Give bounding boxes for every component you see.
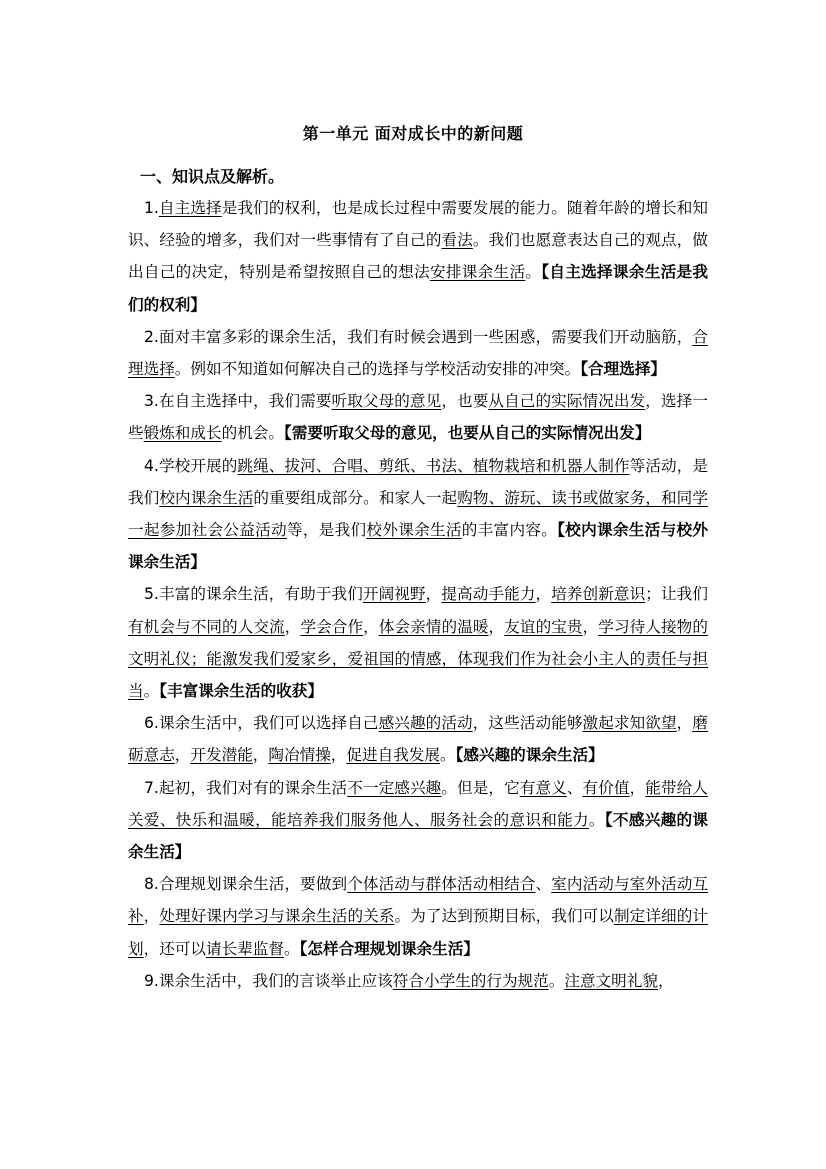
paragraph-5: [128, 578, 708, 707]
paragraph-text: 。: [588, 810, 605, 829]
section-keypoint: 【需要听取父母的意见，也要从自己的实际情况出发】: [283, 424, 651, 443]
paragraph-8: [128, 868, 708, 965]
paragraph-text: ，还可以: [143, 939, 206, 958]
paragraph-text: 、: [566, 778, 583, 797]
underlined-term: 友谊的宝贵: [504, 617, 583, 636]
paragraph-text: ，: [174, 746, 191, 765]
underlined-term: 个体活动与群体活动相结合: [347, 875, 536, 894]
paragraph-4: [128, 450, 708, 579]
underlined-term: 听取父母的意见: [331, 392, 442, 411]
underlined-term: 有价值: [582, 778, 630, 797]
underlined-term: 体会亲情的温暖: [378, 617, 489, 636]
paragraph-text: 、: [535, 875, 552, 894]
paragraph-1: [128, 192, 708, 321]
paragraph-text: 等，是我们: [286, 521, 367, 540]
paragraph-text: 的机会。: [221, 424, 284, 443]
paragraph-text: ，: [252, 746, 269, 765]
paragraph-text: ，也要: [441, 392, 489, 411]
paragraph-6: [128, 707, 708, 771]
underlined-term: 注意文明礼貌: [564, 971, 658, 990]
underlined-term: 促进自我发展: [346, 746, 440, 765]
paragraph-text: 。: [525, 263, 542, 282]
paragraph-text: 的重要组成部分。和家人一起: [253, 488, 458, 507]
section-keypoint: 【自主选择课余生活是我们的权利】: [128, 263, 708, 314]
section-keypoint: 【不感兴趣的课余生活】: [128, 810, 708, 862]
underlined-term: 跳绳、拔河、合唱、剪纸、书法、植物栽培和机器人制作: [237, 456, 630, 475]
underlined-term: 能带给人关爱、快乐和温暖，能培养我们服务他人、服务社会的意识和能力: [128, 778, 708, 829]
paragraph-text: 。但是，它: [441, 778, 520, 797]
paragraph-text: ，: [143, 907, 160, 926]
paragraph-7: [128, 772, 708, 869]
paragraph-text: 。: [439, 746, 456, 765]
underlined-term: 学习待人接物的文明礼仪；能激发我们爱家乡，爱祖国的情感，体现我们作为社会小主人的责任与担当: [128, 617, 708, 701]
paragraph-text: ，: [629, 778, 646, 797]
paragraph-text: ，: [363, 617, 379, 636]
paragraph-text: 7.起初，我们对有的课余生活: [144, 778, 348, 797]
underlined-term: 陶冶情操: [268, 746, 331, 765]
underlined-term: 激起求知欲望: [582, 714, 677, 733]
paragraph-text: 。例如不知道如何解决自己的选择与学校活动安排的冲突。: [174, 360, 581, 379]
paragraph-text: 的丰富内容。: [461, 521, 558, 540]
section-keypoint: 【感兴趣的课余生活】: [455, 746, 604, 765]
underlined-term: 不一定感兴趣: [347, 778, 442, 797]
paragraph-text: ，: [488, 617, 505, 636]
underlined-term: 磨砺意志: [128, 714, 708, 765]
section-keypoint: 【丰富课余生活的收获】: [159, 682, 323, 701]
underlined-term: 请长辈监督: [206, 939, 284, 958]
paragraph-text: ；让我们: [645, 585, 708, 604]
paragraph-9: [128, 965, 708, 997]
paragraph-text: 。: [143, 682, 160, 701]
underlined-term: 室内活动与室外活动互补: [128, 875, 708, 926]
underlined-term: 购物、游玩、读书或做家务，和同学一起参加社会公益活动: [128, 488, 708, 540]
paragraph-text: 1.: [144, 199, 159, 217]
underlined-term: 有机会与不同的人交流: [128, 617, 285, 636]
paragraph-text: 。: [283, 939, 300, 958]
paragraph-text: 9.课余生活中，我们的言谈举止应该: [144, 971, 393, 990]
underlined-term: 自主选择: [158, 199, 222, 217]
underlined-term: 符合小学生的行为规范: [392, 971, 549, 990]
paragraph-2: [128, 321, 708, 385]
paragraph-text: 。为了达到预期目标，我们可以: [394, 907, 614, 926]
underlined-term: 有意义: [519, 778, 567, 797]
underlined-term: 培养创新意识: [551, 585, 646, 604]
paragraph-text: 8.合理规划课余生活，要做到: [144, 875, 348, 894]
paragraph-text: 是我们的权利，也是成长过程中需要发展的能力。随着年龄的增长和知识、经验的增多，我们对一些事情有了自己的: [128, 199, 708, 250]
underlined-term: 开发潜能: [190, 746, 253, 765]
underlined-term: 制定详细的计划: [128, 907, 708, 958]
paragraph-text: ，选择一些: [128, 392, 708, 443]
paragraph-text: ，: [284, 617, 301, 636]
section-heading: 一、知识点及解析。: [140, 167, 285, 186]
document-body: [128, 192, 708, 997]
paragraph-text: ，: [657, 971, 674, 990]
underlined-term: 校外课余生活: [366, 521, 462, 540]
underlined-term: 处理好课内学习与课余生活的关系: [159, 907, 395, 926]
paragraph-text: 6.课余生活中，我们可以选择自己: [144, 714, 379, 733]
paragraph-text: ，: [330, 746, 347, 765]
paragraph-text: 5.丰富的课余生活，有助于我们: [144, 585, 363, 604]
paragraph-text: 等活动，是我们: [128, 456, 708, 507]
paragraph-text: ，: [425, 585, 442, 604]
page-title: 第一单元 面对成长中的新问题: [302, 124, 524, 143]
paragraph-text: 。我们也愿意表达自己的观点，做出自己的决定，特别是希望按照自己的想法: [128, 231, 708, 282]
underlined-term: 提高动手能力: [441, 585, 536, 604]
underlined-term: 感兴趣的活动: [378, 714, 473, 733]
paragraph-text: 4.学校开展的: [144, 456, 238, 475]
paragraph-text: 3.在自主选择中，我们需要: [144, 392, 332, 411]
paragraph-text: 。: [548, 971, 565, 990]
paragraph-text: ，: [535, 585, 552, 604]
underlined-term: 学会合作: [300, 617, 364, 636]
paragraph-text: 2.面对丰富多彩的课余生活，我们有时候会遇到一些困惑，需要我们开动脑筋，: [144, 327, 693, 346]
underlined-term: 从自己的实际情况出发: [488, 392, 646, 411]
paragraph-text: ，: [582, 617, 599, 636]
paragraph-3: [128, 385, 708, 449]
underlined-term: 安排课余生活: [429, 263, 526, 282]
underlined-term: 合理选择: [128, 327, 708, 379]
paragraph-text: ，这些活动能够: [472, 714, 583, 733]
section-keypoint: 【校内课余生活与校外课余生活】: [128, 521, 708, 572]
underlined-term: 看法: [441, 231, 473, 250]
section-keypoint: 【合理选择】: [580, 360, 667, 379]
section-keypoint: 【怎样合理规划课余生活】: [299, 939, 479, 958]
underlined-term: 校内课余生活: [159, 488, 254, 507]
underlined-term: 锻炼和成长: [143, 424, 222, 443]
paragraph-text: ，: [676, 714, 693, 733]
underlined-term: 开阔视野: [362, 585, 426, 604]
